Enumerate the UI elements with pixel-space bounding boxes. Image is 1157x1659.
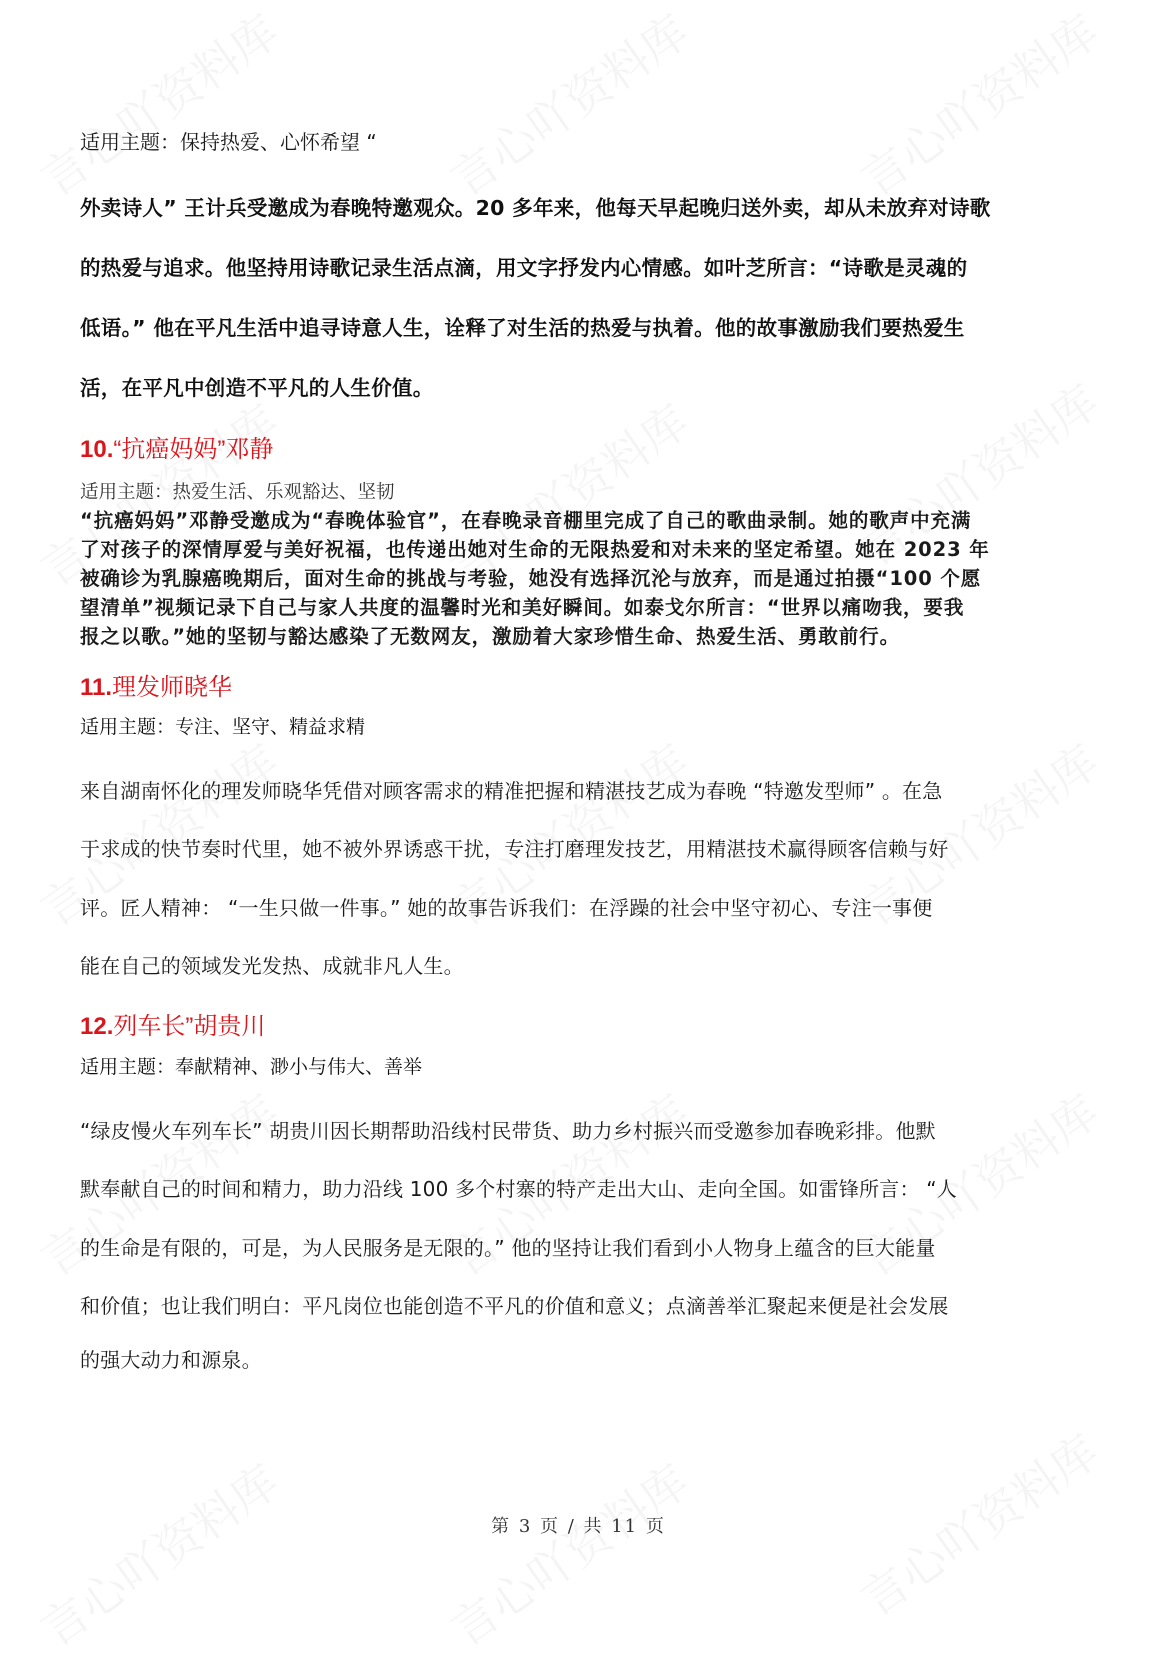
paragraph-line: 的生命是有限的，可是，为人民服务是无限的。” 他的坚持让我们看到小人物身上蕴含的巨大能量 bbox=[80, 1236, 936, 1260]
theme-line: 适用主题：专注、坚守、精益求精 bbox=[80, 716, 366, 738]
paragraph-line: 于求成的快节奏时代里，她不被外界诱惑干扰，专注打磨理发技艺，用精湛技术赢得顾客信赖与好 bbox=[80, 837, 949, 861]
section-heading bbox=[80, 667, 1080, 702]
paragraph-line: 报之以歌。”她的坚韧与豁达感染了无数网友，激励着大家珍惜生命、热爱生活、勇敢前行。 bbox=[80, 625, 900, 648]
theme-line: 适用主题：保持热爱、心怀希望 “ bbox=[80, 130, 377, 154]
section-title: 列车长”胡贵川 bbox=[113, 1013, 266, 1040]
section-heading bbox=[80, 1006, 1080, 1041]
paragraph-line: 望清单”视频记录下自己与家人共度的温馨时光和美好瞬间。如泰戈尔所言：“世界以痛吻我，要我 bbox=[80, 596, 965, 619]
paragraph-line: “绿皮慢火车列车长” 胡贵川因长期帮助沿线村民带货、助力乡村振兴而受邀参加春晚彩排。他默 bbox=[80, 1119, 936, 1143]
watermark bbox=[26, 1447, 290, 1659]
paragraph-line: 外卖诗人” 王计兵受邀成为春晚特邀观众。20 多年来，他每天早起晚归送外卖，却从未放弃对诗歌 bbox=[80, 196, 991, 220]
section-heading bbox=[80, 429, 1080, 464]
paragraph-line: “抗癌妈妈”邓静受邀成为“春晚体验官”，在春晚录音棚里完成了自己的歌曲录制。她的歌声中充满 bbox=[80, 509, 972, 532]
paragraph-line: 评。匠人精神： “一生只做一件事。” 她的故事告诉我们：在浮躁的社会中坚守初心、专注一事便 bbox=[80, 896, 933, 920]
paragraph-line: 能在自己的领域发光发热、成就非凡人生。 bbox=[80, 954, 464, 978]
page-number-footer: 第 3 页 / 共 11 页 bbox=[491, 1516, 666, 1537]
theme-line: 适用主题：热爱生活、乐观豁达、坚韧 bbox=[80, 482, 395, 503]
paragraph-line: 来自湖南怀化的理发师晓华凭借对顾客需求的精准把握和精湛技艺成为春晚 “特邀发型师” 。在急 bbox=[80, 779, 943, 803]
paragraph-line: 默奉献自己的时间和精力，助力沿线 100 多个村寨的特产走出大山、走向全国。如雷锋所言： “人 bbox=[80, 1177, 958, 1201]
paragraph-line: 被确诊为乳腺癌晚期后，面对生命的挑战与考验，她没有选择沉沦与放弃，而是通过拍摄“100 个愿 bbox=[80, 567, 982, 590]
section-number: 12. bbox=[80, 1013, 114, 1040]
paragraph-line: 活，在平凡中创造不平凡的人生价值。 bbox=[80, 376, 434, 400]
section-number: 11. bbox=[80, 674, 113, 701]
section-title: “抗癌妈妈”邓静 bbox=[113, 436, 274, 463]
watermark bbox=[26, 0, 290, 209]
paragraph-line: 的强大动力和源泉。 bbox=[80, 1348, 262, 1372]
theme-line: 适用主题：奉献精神、渺小与伟大、善举 bbox=[80, 1056, 423, 1078]
section-title: 理发师晓华 bbox=[112, 674, 233, 701]
paragraph-line: 了对孩子的深情厚爱与美好祝福，也传递出她对生命的无限热爱和对未来的坚定希望。她在 2023 年 bbox=[80, 538, 990, 561]
paragraph-line: 和价值；也让我们明白：平凡岗位也能创造不平凡的价值和意义；点滴善举汇聚起来便是社会发展 bbox=[80, 1294, 949, 1318]
watermark bbox=[846, 0, 1110, 209]
paragraph-line: 的热爱与追求。他坚持用诗歌记录生活点滴，用文字抒发内心情感。如叶芝所言：“诗歌是灵魂的 bbox=[80, 256, 968, 280]
watermark bbox=[436, 1447, 700, 1659]
section-number: 10. bbox=[80, 436, 114, 463]
watermark bbox=[436, 0, 700, 209]
paragraph-line: 低语。” 他在平凡生活中追寻诗意人生，诠释了对生活的热爱与执着。他的故事激励我们要热爱生 bbox=[80, 316, 965, 340]
